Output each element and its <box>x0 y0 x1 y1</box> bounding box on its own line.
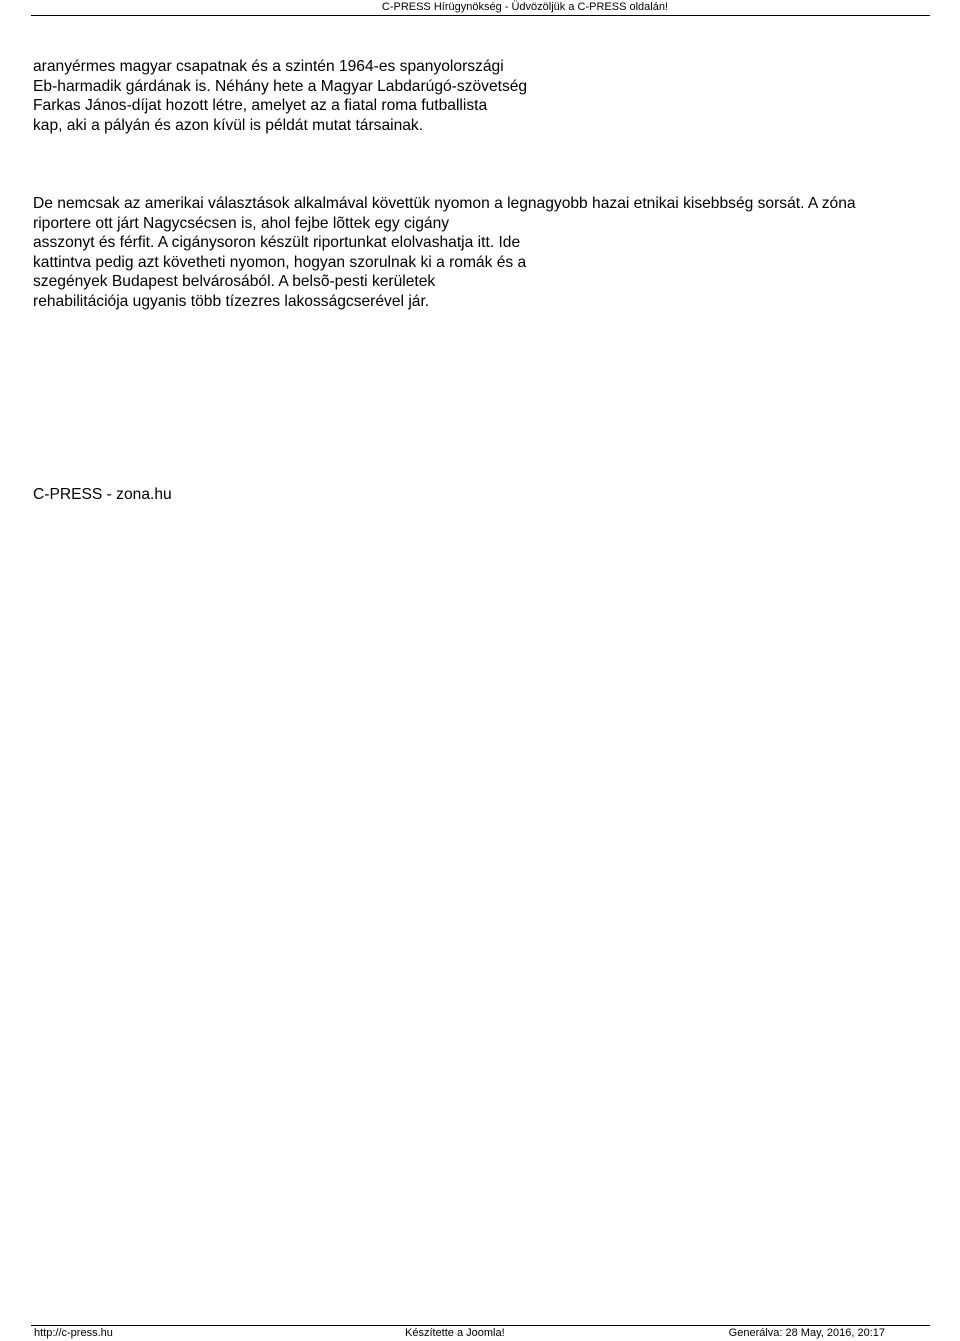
paragraph-line: Farkas János-díjat hozott létre, amelyet az a fiatal roma futballista <box>33 97 488 114</box>
page-footer <box>0 1327 960 1341</box>
paragraph-line: De nemcsak az amerikai választások alkalmával követtük nyomon a legnagyobb hazai etnikai kisebbség sorsát. A zóna <box>33 195 856 212</box>
footer-divider <box>31 1325 930 1326</box>
paragraph-line: riportere ott járt Nagycsécsen is, ahol fejbe lõttek egy cigány <box>33 214 450 232</box>
article-paragraph-1 <box>33 57 527 135</box>
paragraph-line: asszonyt és férfit. A cigánysoron készült riportunkat elolvashatja itt. Ide <box>33 234 521 251</box>
paragraph-line: Eb-harmadik gárdának is. Néhány hete a Magyar Labdarúgó-szövetség <box>33 77 528 95</box>
article-signature: C-PRESS - zona.hu <box>33 486 172 503</box>
header-divider <box>31 15 930 16</box>
paragraph-line: rehabilitációja ugyanis több tízezres lakosságcserével jár. <box>33 292 430 310</box>
paragraph-line: kap, aki a pályán és azon kívül is példát mutat társainak. <box>33 116 424 134</box>
footer-generated-date: Generálva: 28 May, 2016, 20:17 <box>728 1327 885 1339</box>
footer-site-url: http://c-press.hu <box>34 1327 113 1339</box>
footer-made-with: Készítette a Joomla! <box>405 1327 505 1339</box>
paragraph-line: szegények Budapest belvárosából. A belsõ-pesti kerületek <box>33 273 436 290</box>
article-paragraph-2 <box>33 194 856 311</box>
running-header-title: C-PRESS Hírügynökség - Üdvözöljük a C-PRESS oldalán! <box>381 1 668 13</box>
paragraph-line: aranyérmes magyar csapatnak és a szintén 1964-es spanyolországi <box>33 58 504 75</box>
paragraph-line: kattintva pedig azt követheti nyomon, hogyan szorulnak ki a romák és a <box>33 253 527 271</box>
